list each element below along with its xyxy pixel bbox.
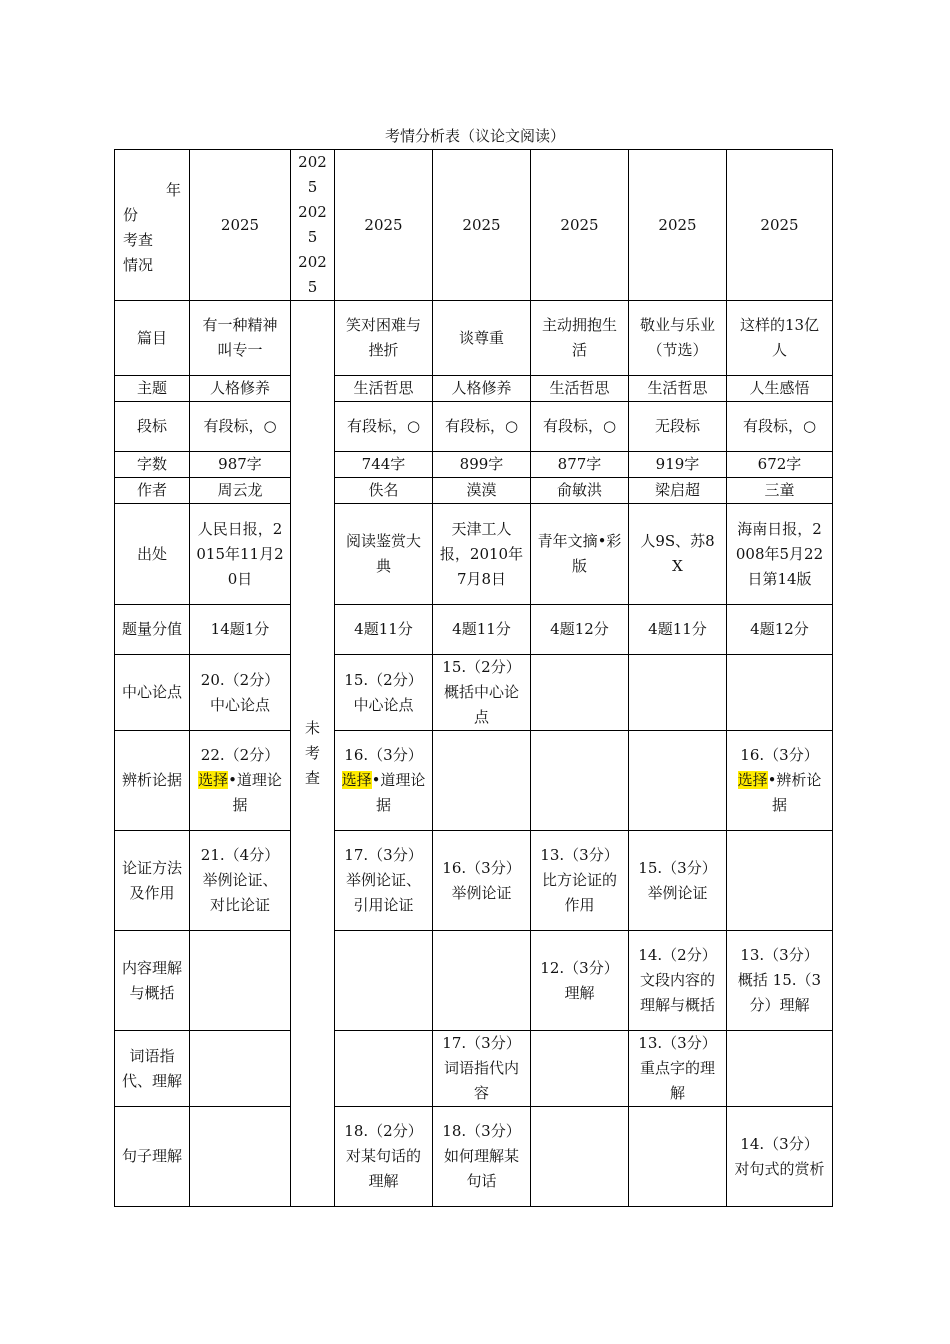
row-label: 段标 — [115, 402, 190, 452]
table-cell: 18.（2分）对某句话的理解 — [335, 1107, 433, 1207]
corner-year-label: 年 — [165, 181, 181, 199]
table-cell: 12.（3分）理解 — [531, 931, 629, 1031]
table-row — [115, 301, 833, 376]
table-cell: 672字 — [727, 452, 833, 478]
table-cell — [433, 731, 531, 831]
table-row — [115, 1031, 833, 1107]
table-cell: 15.（2分）中心论点 — [335, 655, 433, 731]
year-header: 2025 — [335, 150, 433, 301]
table-cell — [190, 931, 291, 1031]
table-cell: 人生感悟 — [727, 376, 833, 402]
table-cell: 744字 — [335, 452, 433, 478]
table-cell: 有段标，○ — [190, 402, 291, 452]
year-header: 2025 — [727, 150, 833, 301]
table-row — [115, 831, 833, 931]
table-cell — [531, 1031, 629, 1107]
table-cell: 987字 — [190, 452, 291, 478]
row-label: 论证方法及作用 — [115, 831, 190, 931]
year-header: 2025 — [433, 150, 531, 301]
page-title: 考情分析表（议论文阅读） — [384, 127, 565, 145]
table-cell: 14题1分 — [190, 605, 291, 655]
table-cell: 16.（3分）举例论证 — [433, 831, 531, 931]
table-row — [115, 931, 833, 1031]
table-cell: 13.（3分）概括 15.（3分）理解 — [727, 931, 833, 1031]
table-cell: 生活哲思 — [335, 376, 433, 402]
table-row — [115, 504, 833, 605]
table-cell: 有段标，○ — [433, 402, 531, 452]
not-tested-cell — [291, 301, 335, 1207]
table-cell: 919字 — [629, 452, 727, 478]
table-cell — [629, 731, 727, 831]
table-cell: 17.（3分）词语指代内容 — [433, 1031, 531, 1107]
table-cell: 4题12分 — [727, 605, 833, 655]
table-row — [115, 402, 833, 452]
header-row — [115, 150, 833, 301]
cell-text: •辨析论据 — [767, 771, 822, 814]
table-cell: 青年文摘•彩版 — [531, 504, 629, 605]
table-cell — [727, 731, 833, 831]
table-cell — [629, 1107, 727, 1207]
table-cell: 阅读鉴赏大典 — [335, 504, 433, 605]
gap-year-fragment: 202 — [298, 253, 327, 271]
table-cell: 14.（3分）对句式的赏析 — [727, 1107, 833, 1207]
table-cell: 15.（3分）举例论证 — [629, 831, 727, 931]
corner-label-line: 份 — [123, 206, 139, 224]
table-cell: 海南日报，2008年5月22日第14版 — [727, 504, 833, 605]
table-cell — [190, 1031, 291, 1107]
gap-year-fragment: 202 — [298, 203, 327, 221]
table-cell: 4题12分 — [531, 605, 629, 655]
table-cell: 主动拥抱生活 — [531, 301, 629, 376]
row-label: 词语指代、理解 — [115, 1031, 190, 1107]
table-cell: 17.（3分）举例论证、引用论证 — [335, 831, 433, 931]
table-row — [115, 452, 833, 478]
table-cell — [335, 731, 433, 831]
year-header: 2025 — [629, 150, 727, 301]
table-cell — [335, 1031, 433, 1107]
gap-year-fragment: 5 — [307, 178, 318, 196]
table-cell: 21.（4分）举例论证、对比论证 — [190, 831, 291, 931]
table-cell: 4题11分 — [629, 605, 727, 655]
table-cell — [190, 731, 291, 831]
table-cell — [531, 731, 629, 831]
highlighted-text: 选择 — [341, 771, 372, 789]
exam-analysis-table — [114, 149, 833, 1207]
table-row — [115, 376, 833, 402]
table-cell: 生活哲思 — [629, 376, 727, 402]
cell-text: •道理论据 — [371, 771, 426, 814]
table-cell: 13.（3分）比方论证的作用 — [531, 831, 629, 931]
cell-text: •道理论据 — [228, 771, 282, 814]
table-cell: 敬业与乐业（节选） — [629, 301, 727, 376]
table-cell: 这样的13亿人 — [727, 301, 833, 376]
table-row — [115, 655, 833, 731]
table-cell: 899字 — [433, 452, 531, 478]
row-label: 出处 — [115, 504, 190, 605]
table-cell: 人格修养 — [433, 376, 531, 402]
not-tested-char: 查 — [304, 769, 320, 787]
row-label: 内容理解与概括 — [115, 931, 190, 1031]
row-label: 作者 — [115, 478, 190, 504]
year-header: 2025 — [531, 150, 629, 301]
not-tested-char: 未 — [304, 719, 320, 737]
table-cell: 漠漠 — [433, 478, 531, 504]
table-cell: 20.（2分）中心论点 — [190, 655, 291, 731]
table-cell — [629, 655, 727, 731]
table-cell: 4题11分 — [335, 605, 433, 655]
table-cell: 15.（2分）概括中心论点 — [433, 655, 531, 731]
table-cell — [727, 655, 833, 731]
table-cell: 18.（3分）如何理解某句话 — [433, 1107, 531, 1207]
highlighted-text: 选择 — [198, 771, 229, 789]
table-cell: 生活哲思 — [531, 376, 629, 402]
cell-text: 16.（3分） — [740, 746, 819, 764]
table-cell: 人民日报，2015年11月20日 — [190, 504, 291, 605]
table-cell: 877字 — [531, 452, 629, 478]
table-cell — [727, 831, 833, 931]
table-cell: 周云龙 — [190, 478, 291, 504]
row-label: 题量分值 — [115, 605, 190, 655]
table-row — [115, 605, 833, 655]
table-cell — [335, 931, 433, 1031]
highlighted-text: 选择 — [737, 771, 768, 789]
table-cell: 4题11分 — [433, 605, 531, 655]
table-cell: 笑对困难与挫折 — [335, 301, 433, 376]
cell-text: 16.（3分） — [344, 746, 423, 764]
gap-year-fragment: 5 — [307, 278, 318, 296]
table-cell — [190, 1107, 291, 1207]
table-row — [115, 478, 833, 504]
cell-text: 22.（2分） — [200, 746, 280, 764]
table-cell: 14.（2分）文段内容的理解与概括 — [629, 931, 727, 1031]
table-cell — [727, 1031, 833, 1107]
table-cell: 三童 — [727, 478, 833, 504]
table-cell: 佚名 — [335, 478, 433, 504]
table-cell: 俞敏洪 — [531, 478, 629, 504]
year-header: 2025 — [190, 150, 291, 301]
table-cell: 人9S、苏8X — [629, 504, 727, 605]
table-cell — [531, 655, 629, 731]
table-row — [115, 1107, 833, 1207]
table-cell — [531, 1107, 629, 1207]
table-row — [115, 731, 833, 831]
table-cell: 无段标 — [629, 402, 727, 452]
row-label: 字数 — [115, 452, 190, 478]
row-label: 篇目 — [115, 301, 190, 376]
gap-year-fragment: 202 — [298, 153, 327, 171]
row-label: 主题 — [115, 376, 190, 402]
table-cell: 有段标，○ — [727, 402, 833, 452]
table-cell: 人格修养 — [190, 376, 291, 402]
table-cell: 有一种精神叫专一 — [190, 301, 291, 376]
gap-year-fragment: 5 — [307, 228, 318, 246]
table-cell: 有段标，○ — [531, 402, 629, 452]
gap-year-header — [291, 150, 335, 301]
table-cell — [433, 931, 531, 1031]
table-cell: 天津工人报，2010年7月8日 — [433, 504, 531, 605]
row-label: 句子理解 — [115, 1107, 190, 1207]
corner-label-line: 考查 — [123, 231, 154, 249]
corner-header-cell — [115, 150, 190, 301]
table-cell: 梁启超 — [629, 478, 727, 504]
table-cell: 有段标，○ — [335, 402, 433, 452]
row-label: 中心论点 — [115, 655, 190, 731]
not-tested-char: 考 — [304, 744, 320, 762]
row-label: 辨析论据 — [115, 731, 190, 831]
table-cell: 13.（3分）重点字的理解 — [629, 1031, 727, 1107]
table-cell: 谈尊重 — [433, 301, 531, 376]
corner-label-line: 情况 — [123, 256, 154, 274]
